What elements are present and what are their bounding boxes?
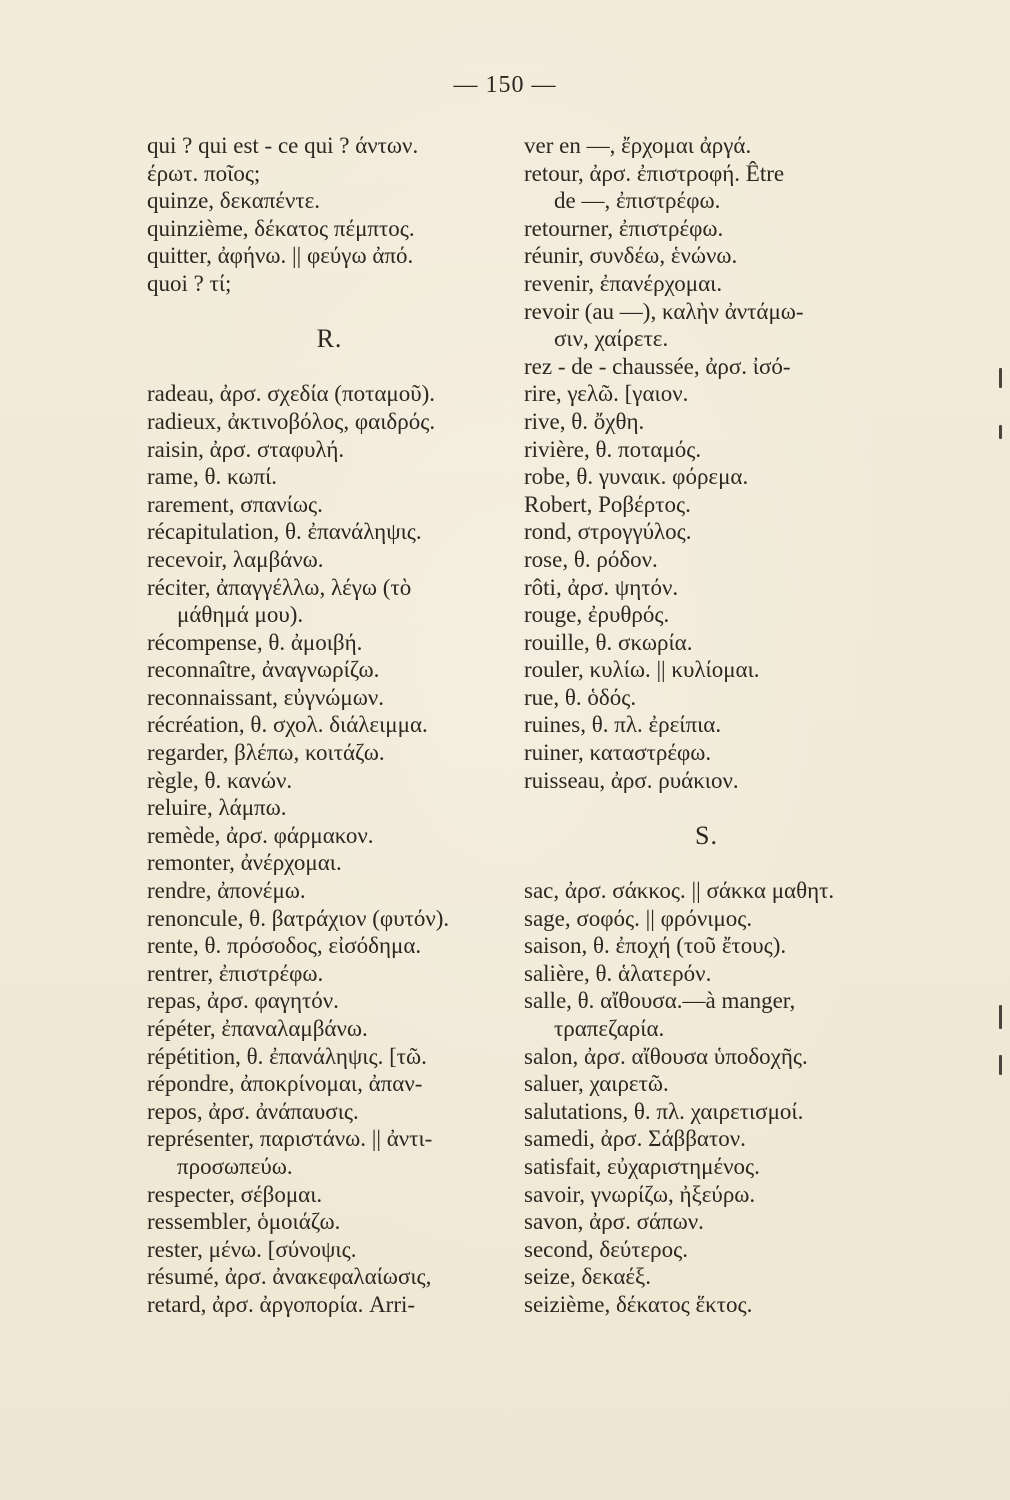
- dictionary-line: de —, ἐπιστρέφω.: [554, 188, 721, 214]
- dictionary-line: rentrer, ἐπιστρέφω.: [147, 960, 324, 986]
- dictionary-line: regarder, βλέπω, κοιτάζω.: [147, 740, 385, 766]
- dictionary-line: retourner, ἐπιστρέφω.: [524, 215, 724, 241]
- dictionary-line: ruiner, καταστρέφω.: [524, 740, 712, 766]
- dictionary-line: rouge, ἐρυθρός.: [524, 602, 670, 628]
- margin-mark: [999, 1005, 1002, 1029]
- section-letter: S.: [695, 820, 718, 850]
- dictionary-line: reluire, λάμπω.: [147, 795, 287, 821]
- dictionary-line: satisfait, εὐχαριστημένος.: [524, 1153, 760, 1179]
- dictionary-line: salière, θ. ἁλατερόν.: [524, 960, 712, 986]
- dictionary-line: rouler, κυλίω. || κυλίομαι.: [524, 657, 760, 683]
- dictionary-line: rouille, θ. σκωρία.: [524, 629, 693, 655]
- dictionary-line: quitter, ἀφήνω. || φεύγω ἀπό.: [147, 243, 414, 269]
- dictionary-line: προσωπεύω.: [177, 1153, 293, 1179]
- line-spacer: [524, 849, 889, 877]
- dictionary-line: ressembler, ὁμοιάζω.: [147, 1209, 341, 1235]
- margin-mark: [999, 425, 1002, 439]
- dictionary-line: revoir (au —), καλὴν ἀντάμω-: [524, 298, 804, 324]
- dictionary-line: salle, θ. αἴθουσα.—à manger,: [524, 988, 796, 1014]
- dictionary-line: reconnaissant, εὐγνώμων.: [147, 684, 385, 710]
- dictionary-line: rire, γελῶ. [γαιον.: [524, 381, 689, 407]
- dictionary-line: résumé, ἀρσ. ἀνακεφαλαίωσις,: [147, 1264, 432, 1290]
- dictionary-line: sac, ἀρσ. σάκκος. || σάκκα μαθητ.: [524, 878, 835, 904]
- dictionary-line: robe, θ. γυναικ. φόρεμα.: [524, 464, 749, 490]
- dictionary-line: raisin, ἀρσ. σταφυλή.: [147, 436, 345, 462]
- dictionary-line: recevoir, λαμβάνω.: [147, 546, 324, 572]
- dictionary-line: quinze, δεκαπέντε.: [147, 188, 321, 214]
- dictionary-line: rente, θ. πρόσοδος, εἰσόδημα.: [147, 933, 422, 959]
- dictionary-line: seize, δεκαέξ.: [524, 1264, 652, 1290]
- dictionary-line: retard, ἀρσ. ἀργοπορία. Arri-: [147, 1291, 416, 1317]
- dictionary-line: second, δεύτερος.: [524, 1236, 688, 1262]
- dictionary-line: répondre, ἀποκρίνομαι, ἀπαν-: [147, 1071, 423, 1097]
- dictionary-line: répéter, ἐπαναλαμβάνω.: [147, 1016, 368, 1041]
- dictionary-line: rarement, σπανίως.: [147, 491, 323, 517]
- dictionary-line: répétition, θ. ἐπανάληψις. [τῶ.: [147, 1043, 427, 1069]
- dictionary-line: reconnaître, ἀναγνωρίζω.: [147, 657, 380, 683]
- margin-mark: [999, 368, 1002, 388]
- dictionary-line: rendre, ἀπονέμω.: [147, 878, 306, 904]
- dictionary-line: quoi ? τί;: [147, 270, 232, 296]
- dictionary-line: έρωτ. ποῖος;: [147, 160, 261, 186]
- dictionary-line: remède, ἀρσ. φάρμακον.: [147, 822, 374, 848]
- dictionary-line: ruisseau, ἀρσ. ρυάκιον.: [524, 767, 739, 793]
- dictionary-line: réunir, συνδέω, ἑνώνω.: [524, 243, 738, 269]
- dictionary-line: récapitulation, θ. ἐπανάληψις.: [147, 519, 422, 545]
- line-spacer: [147, 353, 512, 381]
- dictionary-line: quinzième, δέκατος πέμπτος.: [147, 215, 415, 241]
- dictionary-line: τραπεζαρία.: [554, 1016, 665, 1041]
- dictionary-line: Robert, Ροβέρτος.: [524, 491, 691, 517]
- dictionary-line: récréation, θ. σχολ. διάλειμμα.: [147, 712, 428, 738]
- dictionary-line: rond, στρογγύλος.: [524, 519, 692, 545]
- dictionary-line: retour, ἀρσ. ἐπιστροφή. Être: [524, 160, 785, 186]
- right-column: [524, 132, 889, 1319]
- dictionary-line: sage, σοφός. || φρόνιμος.: [524, 905, 753, 931]
- dictionary-line: savon, ἀρσ. σάπων.: [524, 1209, 704, 1235]
- dictionary-line: radieux, ἀκτινοβόλος, φαιδρός.: [147, 408, 436, 434]
- dictionary-line: rivière, θ. ποταμός.: [524, 436, 702, 462]
- dictionary-line: rive, θ. ὄχθη.: [524, 408, 645, 434]
- dictionary-line: saison, θ. ἐποχή (τοῦ ἔτους).: [524, 933, 787, 959]
- dictionary-line: repas, ἀρσ. φαγητόν.: [147, 988, 339, 1014]
- dictionary-line: revenir, ἐπανέρχομαι.: [524, 270, 723, 296]
- dictionary-line: renoncule, θ. βατράχιον (φυτόν).: [147, 905, 450, 931]
- line-spacer: [147, 298, 512, 326]
- dictionary-line: samedi, ἀρσ. Σάββατον.: [524, 1126, 746, 1152]
- dictionary-line: représenter, παριστάνω. || ἀντι-: [147, 1126, 433, 1152]
- dictionary-line: rester, μένω. [σύνοψις.: [147, 1236, 357, 1262]
- dictionary-line: rue, θ. ὁδός.: [524, 684, 637, 710]
- dictionary-line: récompense, θ. ἀμοιβή.: [147, 629, 363, 655]
- line-spacer: [524, 794, 889, 822]
- dictionary-line: savoir, γνωρίζω, ἠξεύρω.: [524, 1181, 756, 1207]
- dictionary-line: saluer, χαιρετῶ.: [524, 1071, 669, 1097]
- dictionary-line: remonter, ἀνέρχομαι.: [147, 850, 342, 876]
- dictionary-line: réciter, ἀπαγγέλλω, λέγω (τὸ: [147, 574, 412, 600]
- dictionary-line: respecter, σέβομαι.: [147, 1181, 323, 1207]
- dictionary-line: ver en —, ἔρχομαι ἀργά.: [524, 133, 752, 158]
- dictionary-line: rez - de - chaussée, ἀρσ. ἰσό-: [524, 353, 791, 379]
- dictionary-line: rose, θ. ρόδον.: [524, 546, 658, 572]
- section-letter: R.: [316, 324, 343, 354]
- dictionary-line: qui ? qui est - ce qui ? άντων.: [147, 133, 419, 158]
- dictionary-line: radeau, ἀρσ. σχεδία (ποταμοῦ).: [147, 381, 435, 407]
- dictionary-line: seizième, δέκατος ἕκτος.: [524, 1291, 753, 1317]
- dictionary-line: μάθημά μου).: [177, 602, 304, 628]
- left-column: [147, 132, 512, 1319]
- page-number: — 150 —: [453, 72, 557, 98]
- margin-mark: [999, 1055, 1002, 1075]
- dictionary-line: rame, θ. κωπί.: [147, 464, 278, 490]
- dictionary-line: repos, ἀρσ. ἀνάπαυσις.: [147, 1098, 359, 1124]
- dictionary-line: rôti, ἀρσ. ψητόν.: [524, 574, 679, 600]
- dictionary-line: ruines, θ. πλ. ἐρείπια.: [524, 712, 722, 738]
- dictionary-line: salon, ἀρσ. αἴθουσα ὑποδοχῆς.: [524, 1043, 808, 1069]
- dictionary-line: salutations, θ. πλ. χαιρετισμοί.: [524, 1098, 804, 1124]
- dictionary-line: σιν, χαίρετε.: [554, 326, 669, 352]
- dictionary-line: règle, θ. κανών.: [147, 767, 293, 793]
